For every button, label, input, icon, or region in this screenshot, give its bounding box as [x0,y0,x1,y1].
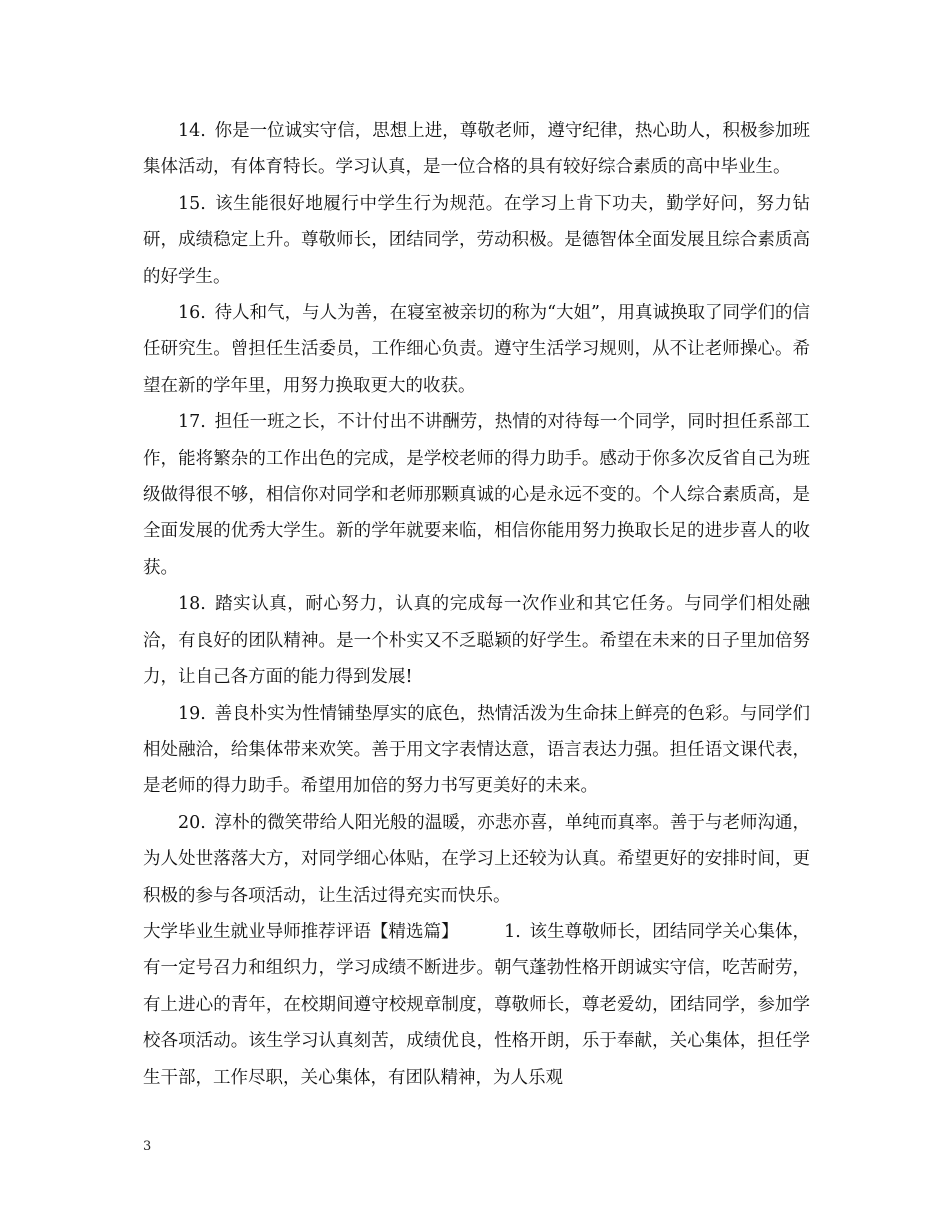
paragraph-number: 14. [178,121,206,141]
paragraph-text: 踏实认真，耐心努力，认真的完成每一次作业和其它任务。与同学们相处融洽，有良好的团队精神。是一个朴实又不乏聪颖的好学生。希望在未来的日子里加倍努力，让自己各方面的能力得到发展! [143,594,810,688]
page-number: 3 [143,1139,152,1154]
paragraph-text: 你是一位诚实守信，思想上进，尊敬老师，遵守纪律，热心助人，积极参加班集体活动，有体育特长。学习认真，是一位合格的具有较好综合素质的高中毕业生。 [143,121,810,178]
section-title: 大学毕业生就业导师推荐评语【精选篇】 [143,921,459,942]
paragraph-text: 该生能很好地履行中学生行为规范。在学习上肯下功夫，勤学好问，努力钻研，成绩稳定上升。尊敬师长，团结同学，劳动积极。是德智体全面发展且综合素质高的好学生。 [143,193,810,287]
paragraph-text: 淳朴的微笑带给人阳光般的温暖，亦悲亦喜，单纯而真率。善于与老师沟通，为人处世落落大方，对同学细心体贴，在学习上还较为认真。希望更好的安排时间，更积极的参与各项活动，让生活过得充实而快乐。 [143,812,810,906]
paragraph-number: 16. [178,303,206,324]
paragraph-number: 17. [178,412,206,433]
paragraph-16 [143,295,810,404]
paragraph-number: 18. [178,594,206,615]
section-paragraph [143,914,810,1096]
paragraph-14 [143,113,810,186]
paragraph-17 [143,404,810,586]
paragraph-number: 19. [178,703,206,724]
paragraph-20 [143,805,810,914]
paragraph-15 [143,186,810,295]
paragraph-text: 担任一班之长，不计付出不讲酬劳，热情的对待每一个同学，同时担任系部工作，能将繁杂的工作出色的完成，是学校老师的得力助手。感动于你多次反省自己为班级做得很不够，相信你对同学和老师那颗真诚的心是永远不变的。个人综合素质高，是全面发展的优秀大学生。新的学年就要来临，相信你能用努力换取长足的进步喜人的收获。 [143,412,810,578]
paragraph-text: 待人和气，与人为善，在寝室被亲切的称为“大姐”，用真诚换取了同学们的信任研究生。曾担任生活委员，工作细心负责。遵守生活学习规则，从不让老师操心。希望在新的学年里，用努力换取更大的收获。 [143,303,810,396]
paragraph-text: 该生尊敬师长，团结同学关心集体，有一定号召力和组织力，学习成绩不断进步。朝气蓬勃性格开朗诚实守信，吃苦耐劳，有上进心的青年，在校期间遵守校规章制度，尊敬师长，尊老爱幼，团结同学，参加学校各项活动。该生学习认真刻苦，成绩优良，性格开朗，乐于奉献，关心集体，担任学生干部，工作尽职，关心集体，有团队精神，为人乐观 [143,921,811,1088]
paragraph-18 [143,586,810,695]
document-body [143,113,810,1096]
paragraph-text: 善良朴实为性情铺垫厚实的底色，热情活泼为生命抹上鲜亮的色彩。与同学们相处融洽，给集体带来欢笑。善于用文字表情达意，语言表达力强。担任语文课代表，是老师的得力助手。希望用加倍的努力书写更美好的未来。 [143,703,810,797]
paragraph-number: 15. [178,193,206,214]
paragraph-number: 20. [178,812,206,833]
paragraph-number: 1. [504,921,521,942]
paragraph-19 [143,696,810,805]
